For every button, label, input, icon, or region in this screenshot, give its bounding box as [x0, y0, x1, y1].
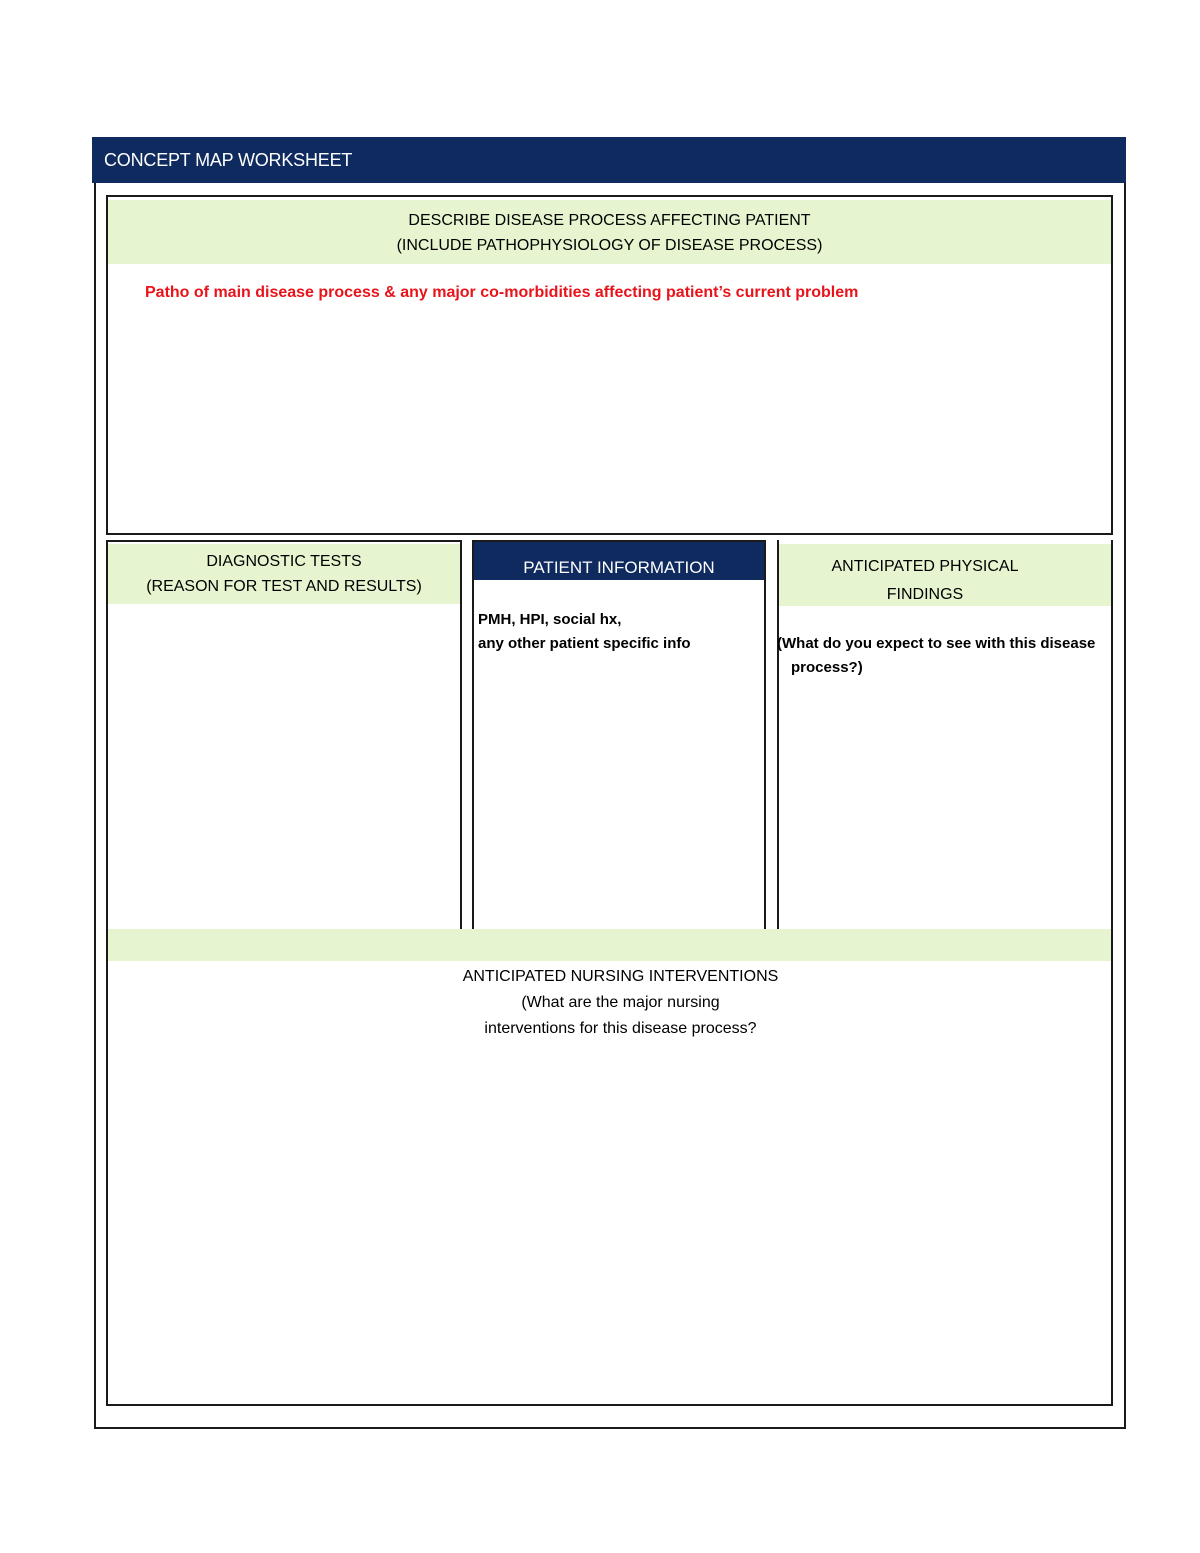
- nursing-interventions-heading: [108, 964, 1133, 1042]
- disease-heading-line2: (INCLUDE PATHOPHYSIOLOGY OF DISEASE PROCESS): [396, 237, 823, 254]
- findings-note-line1: (What do you expect to see with this disease: [777, 635, 1096, 652]
- nursing-subtitle-line2: interventions for this disease process?: [484, 1020, 757, 1037]
- patient-information-box[interactable]: [472, 540, 766, 932]
- findings-note-line2: process?): [791, 659, 863, 676]
- physical-findings-note: [777, 632, 1137, 680]
- nursing-heading: ANTICIPATED NURSING INTERVENTIONS: [462, 968, 779, 985]
- disease-process-heading: [108, 200, 1111, 264]
- worksheet-title: CONCEPT MAP WORKSHEET: [92, 137, 1126, 183]
- diagnostic-tests-heading: [108, 544, 460, 604]
- physical-findings-heading: [779, 544, 1111, 606]
- diagnostic-heading-line2: (REASON FOR TEST AND RESULTS): [146, 578, 422, 595]
- patient-note-line1: PMH, HPI, social hx,: [478, 611, 622, 628]
- disease-heading-line1: DESCRIBE DISEASE PROCESS AFFECTING PATIENT: [408, 212, 811, 229]
- patient-note-line2: any other patient specific info: [478, 635, 691, 652]
- findings-heading-line2: FINDINGS: [886, 586, 964, 603]
- nursing-subtitle-line1: (What are the major nursing: [521, 994, 720, 1011]
- diagnostic-heading-line1: DIAGNOSTIC TESTS: [206, 553, 362, 570]
- disease-process-note: Patho of main disease process & any major co-morbidities affecting patient’s current problem: [145, 284, 859, 301]
- patient-information-heading: PATIENT INFORMATION: [474, 542, 764, 580]
- findings-heading-line1: ANTICIPATED PHYSICAL: [831, 558, 1019, 575]
- patient-information-note: [478, 608, 758, 656]
- nursing-interventions-band: [108, 929, 1111, 961]
